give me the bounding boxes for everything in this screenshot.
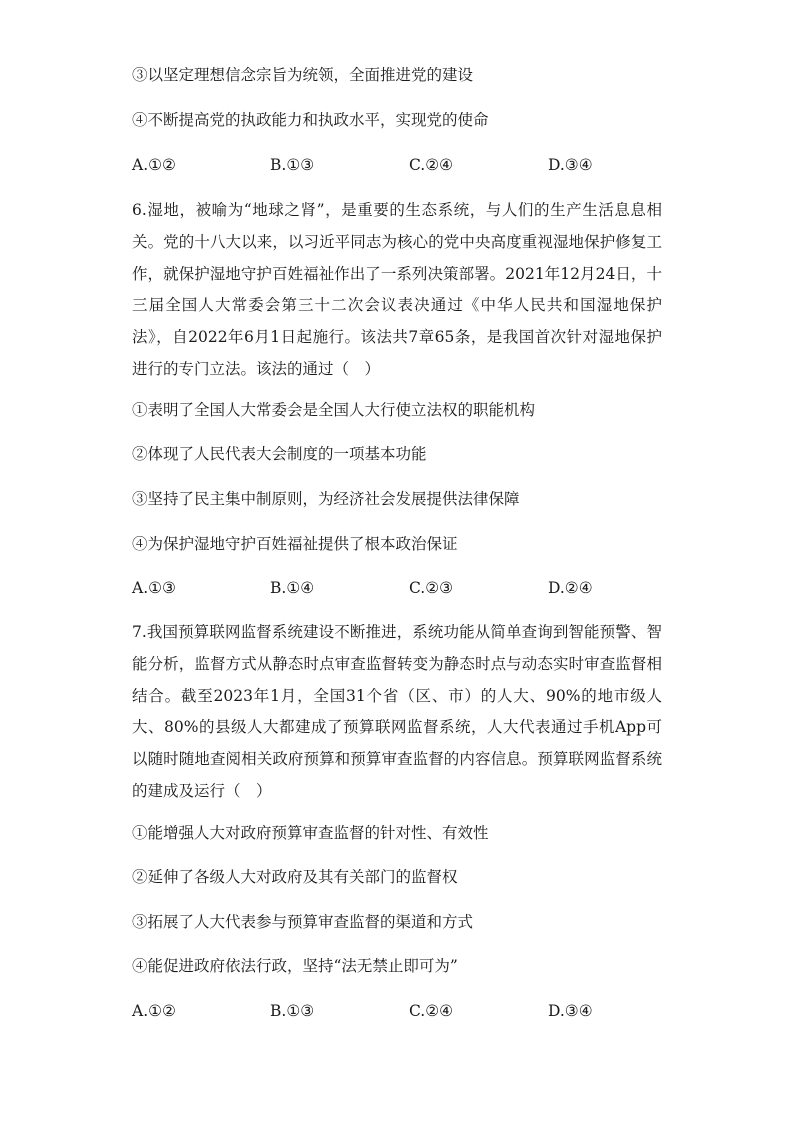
prev-answer-d: D.③④ bbox=[548, 156, 593, 174]
question-7-answer-c: C.②④ bbox=[409, 1002, 454, 1020]
prev-answer-row bbox=[132, 155, 672, 175]
question-6-stem: 6.湿地，被喻为“地球之肾”，是重要的生态系统，与人们的生产生活息息相关。党的十八大以来，以习近平同志为核心的党中央高度重视湿地保护修复工作，就保护湿地守护百姓福祉作出了一系列决策部署。2021年12月24日，十三届全国人大常委会第三十二次会议表决通过《中华人民共和国湿地保护法》，自2022年6月1日起施行。该法共7章65条，是我国首次针对湿地保护进行的专门立法。该法的通过（ ） bbox=[132, 201, 662, 378]
question-6-answer-row bbox=[132, 578, 672, 598]
question-6-answer-d: D.②④ bbox=[548, 579, 593, 597]
question-6-option-2: ②体现了人民代表大会制度的一项基本功能 bbox=[132, 445, 427, 463]
question-7-answer-b: B.①③ bbox=[270, 1002, 315, 1020]
question-7-option-3: ③拓展了人大代表参与预算审查监督的渠道和方式 bbox=[132, 913, 474, 931]
question-7-answer-row bbox=[132, 1001, 672, 1021]
question-6-option-4: ④为保护湿地守护百姓福祉提供了根本政治保证 bbox=[132, 535, 458, 553]
prev-answer-a: A.①② bbox=[132, 156, 176, 174]
question-7-stem: 7.我国预算联网监督系统建设不断推进，系统功能从简单查询到智能预警、智能分析，监督方式从静态时点审查监督转变为静态时点与动态实时审查监督相结合。截至2023年1月，全国31个省（区、市）的人大、90%的地市级人大、80%的县级人大都建成了预算联网监督系统，人大代表通过手机App可以随时随地查阅相关政府预算和预算审查监督的内容信息。预算联网监督系统的建成及运行（ ） bbox=[132, 623, 662, 800]
question-6-option-1: ①表明了全国人大常委会是全国人大行使立法权的职能机构 bbox=[132, 401, 536, 419]
question-6-answer-a: A.①③ bbox=[132, 579, 176, 597]
question-7-option-2: ②延伸了各级人大对政府及其有关部门的监督权 bbox=[132, 868, 458, 886]
question-7-answer-a: A.①② bbox=[132, 1002, 176, 1020]
question-7-option-1: ①能增强人大对政府预算审查监督的针对性、有效性 bbox=[132, 824, 489, 842]
question-7-answer-d: D.③④ bbox=[548, 1002, 593, 1020]
question-7-option-4: ④能促进政府依法行政，坚持“法无禁止即可为” bbox=[132, 957, 458, 975]
prev-answer-c: C.②④ bbox=[409, 156, 454, 174]
prev-option-4: ④不断提高党的执政能力和执政水平，实现党的使命 bbox=[132, 111, 489, 129]
question-6-option-3: ③坚持了民主集中制原则，为经济社会发展提供法律保障 bbox=[132, 490, 520, 508]
question-6-answer-b: B.①④ bbox=[270, 579, 315, 597]
prev-answer-b: B.①③ bbox=[270, 156, 315, 174]
prev-option-3: ③以坚定理想信念宗旨为统领，全面推进党的建设 bbox=[132, 66, 474, 84]
question-6-answer-c: C.②③ bbox=[409, 579, 454, 597]
